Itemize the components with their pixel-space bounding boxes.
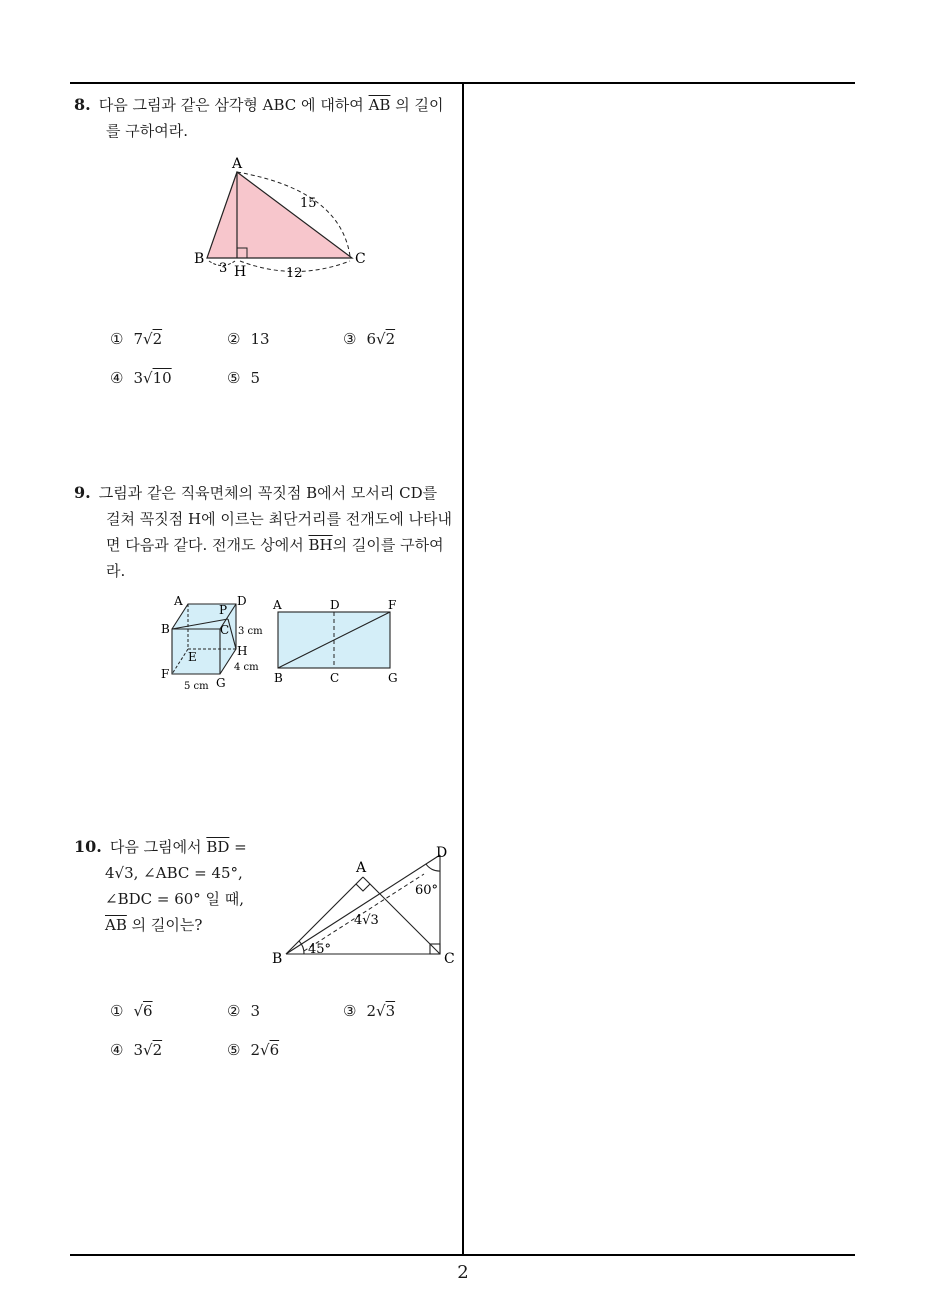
fig10-label-B: B xyxy=(272,951,283,967)
cuboid-figure xyxy=(158,592,268,694)
net-label-G: G xyxy=(388,671,398,685)
triangle-bcd-figure xyxy=(268,840,463,970)
net-label-B: B xyxy=(274,671,283,685)
question-10 xyxy=(74,834,254,938)
label-H: H xyxy=(234,264,247,280)
fig10-label-60: 60° xyxy=(415,883,439,898)
net-label-D: D xyxy=(330,598,340,612)
q8-choice-4[interactable]: ④ 3√10 xyxy=(110,369,172,387)
question-9-line4: 라. xyxy=(106,562,126,580)
net-figure xyxy=(270,596,410,688)
q10-choice-3[interactable]: ③ 2√3 xyxy=(343,1002,396,1020)
question-10-line1: 10. 다음 그림에서 $\overline{BD}$ = xyxy=(74,837,247,856)
box-label-H: H xyxy=(237,644,248,658)
question-number: 8. xyxy=(74,95,91,114)
angle-arc-d xyxy=(426,864,440,871)
question-8-line2: 를 구하여라. xyxy=(106,122,188,140)
q10-choice-5[interactable]: ⑤ 2√6 xyxy=(227,1041,280,1059)
question-8-line1: 8. 다음 그림과 같은 삼각형 ABC 에 대하여 $\overline{AB}$ 의 길이 xyxy=(74,95,444,114)
label-C: C xyxy=(355,251,366,267)
q10-choice-2[interactable]: ② 3 xyxy=(227,1002,260,1020)
question-number: 9. xyxy=(74,483,91,502)
box-label-3cm: 3 cm xyxy=(238,626,263,637)
column-divider xyxy=(462,82,464,1256)
label-A: A xyxy=(232,156,243,172)
fig10-label-A: A xyxy=(356,860,367,876)
segment-ab: $\overline{AB}$ xyxy=(368,96,391,114)
q8-choice-2[interactable]: ② 13 xyxy=(227,330,270,348)
box-label-P: P xyxy=(219,603,228,617)
triangle-abc xyxy=(207,172,352,258)
question-10-line4: $\overline{AB}$ 의 길이는? xyxy=(105,916,203,934)
net-label-C: C xyxy=(330,671,340,685)
question-9-line1: 9. 그림과 같은 직육면체의 꼭짓점 B에서 모서리 CD를 xyxy=(74,483,438,502)
fig10-label-C: C xyxy=(444,951,455,967)
net-label-A: A xyxy=(273,598,282,612)
fig10-label-45: 45° xyxy=(308,942,332,957)
question-8 xyxy=(74,92,458,144)
net-label-F: F xyxy=(388,598,397,612)
label-3: 3 xyxy=(219,261,228,276)
q10-choice-1[interactable]: ① √6 xyxy=(110,1002,153,1020)
fig10-label-D: D xyxy=(436,845,448,861)
page-number: 2 xyxy=(457,1262,469,1283)
q8-choice-5[interactable]: ⑤ 5 xyxy=(227,369,260,387)
box-label-5cm: 5 cm xyxy=(184,681,209,692)
box-label-B: B xyxy=(161,622,170,636)
label-12: 12 xyxy=(286,266,303,281)
question-10-line2: 4√3, ∠ABC = 45°, xyxy=(105,864,243,882)
q8-choice-1[interactable]: ① 7√2 xyxy=(110,330,163,348)
q10-choice-4[interactable]: ④ 3√2 xyxy=(110,1041,163,1059)
box-label-G: G xyxy=(216,676,226,690)
segment-bh: $\overline{BH}$ xyxy=(308,536,333,554)
triangle-abc-figure xyxy=(190,150,380,285)
question-number: 10. xyxy=(74,837,102,856)
fig10-label-4r3: 4√3 xyxy=(354,913,379,928)
segment-ab: $\overline{AB}$ xyxy=(105,916,127,934)
bottom-rule xyxy=(70,1254,855,1256)
box-label-C: C xyxy=(220,623,230,637)
label-B: B xyxy=(194,251,205,267)
right-angle-a xyxy=(356,884,370,891)
box-label-E: E xyxy=(188,650,197,664)
segment-bd: $\overline{BD}$ xyxy=(206,838,230,856)
label-15: 15 xyxy=(300,196,317,211)
q8-choice-3[interactable]: ③ 6√2 xyxy=(343,330,396,348)
box-label-4cm: 4 cm xyxy=(234,662,259,673)
box-label-D: D xyxy=(237,594,247,608)
question-9-line3: 면 다음과 같다. 전개도 상에서 $\overline{BH}$의 길이를 구하여 xyxy=(106,536,444,554)
question-9 xyxy=(74,480,458,584)
box-label-A: A xyxy=(174,594,183,608)
question-9-line2: 걸쳐 꼭짓점 H에 이르는 최단거리를 전개도에 나타내 xyxy=(106,510,452,528)
box-label-F: F xyxy=(161,667,170,681)
question-10-line3: ∠BDC = 60° 일 때, xyxy=(105,890,245,908)
